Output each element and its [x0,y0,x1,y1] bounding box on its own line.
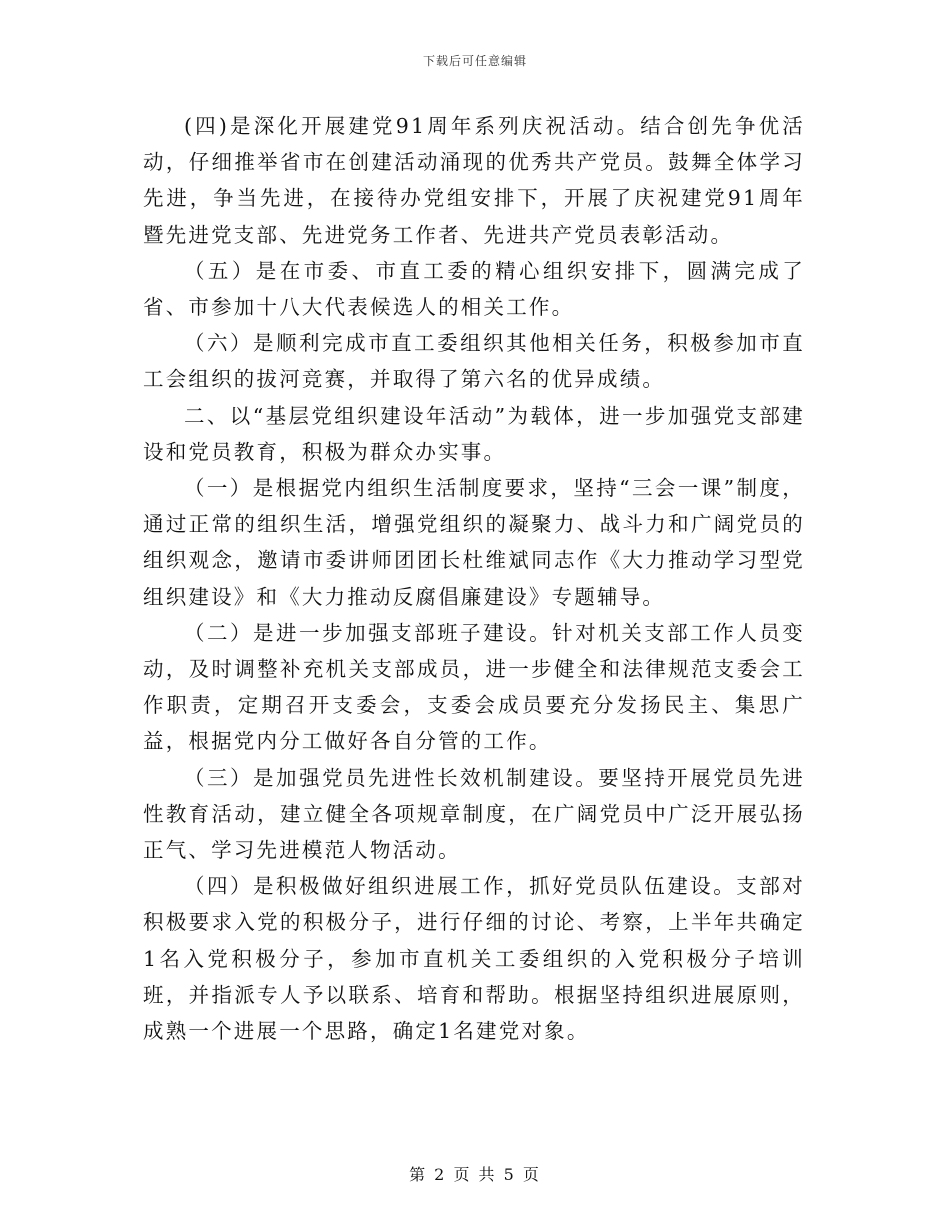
paragraph-4-recruitment: （四）是积极做好组织进展工作，抓好党员队伍建设。支部对积极要求入党的积极分子，进行仔细的讨论、考察，上半年共确定1名入党积极分子，参加市直机关工委组织的入党积极分子培训班，并指派专人予以联系、培育和帮助。根据坚持组织进展原则，成熟一个进展一个思路，确定1名建党对象。 [143,874,805,1044]
paragraph-4-celebration: (四)是深化开展建党91周年系列庆祝活动。结合创先争优活动，仔细推举省市在创建活动涌现的优秀共产党员。鼓舞全体学习先进，争当先进，在接待办党组安排下，开展了庆祝建党91周年暨先进党支部、先进党务工作者、先进共产党员表彰活动。 [143,114,805,247]
document-body [143,108,805,1049]
paragraph-5-representatives: （五）是在市委、市直工委的精心组织安排下，圆满完成了省、市参加十八大代表候选人的相关工作。 [143,258,805,320]
page-number-footer: 第 2 页 共 5 页 [409,1165,541,1184]
section-2-heading-paragraph: 二、以“基层党组织建设年活动”为载体，进一步加强党支部建设和党员教育，积极为群众办实事。 [143,403,805,464]
header-note: 下载后可任意编辑 [422,54,527,68]
paragraph-6-tug-of-war: （六）是顺利完成市直工委组织其他相关任务，积极参加市直工会组织的拔河竞赛，并取得了第六名的优异成绩。 [143,331,805,392]
paragraph-2-team-building: （二）是进一步加强支部班子建设。针对机关支部工作人员变动，及时调整补充机关支部成员，进一步健全和法律规范支委会工作职责，定期召开支委会，支委会成员要充分发扬民主、集思广益，根据党内分工做好各自分管的工作。 [143,620,805,754]
paragraph-1-organization-life: （一）是根据党内组织生活制度要求，坚持“三会一课”制度，通过正常的组织生活，增强党组织的凝聚力、战斗力和广阔党员的组织观念，邀请市委讲师团团长杜维斌同志作《大力推动学习型党组织建设》和《大力推动反腐倡廉建设》专题辅导。 [143,476,805,609]
paragraph-3-advanced-mechanism: （三）是加强党员先进性长效机制建设。要坚持开展党员先进性教育活动，建立健全各项规章制度，在广阔党员中广泛开展弘扬正气、学习先进模范人物活动。 [143,765,805,863]
